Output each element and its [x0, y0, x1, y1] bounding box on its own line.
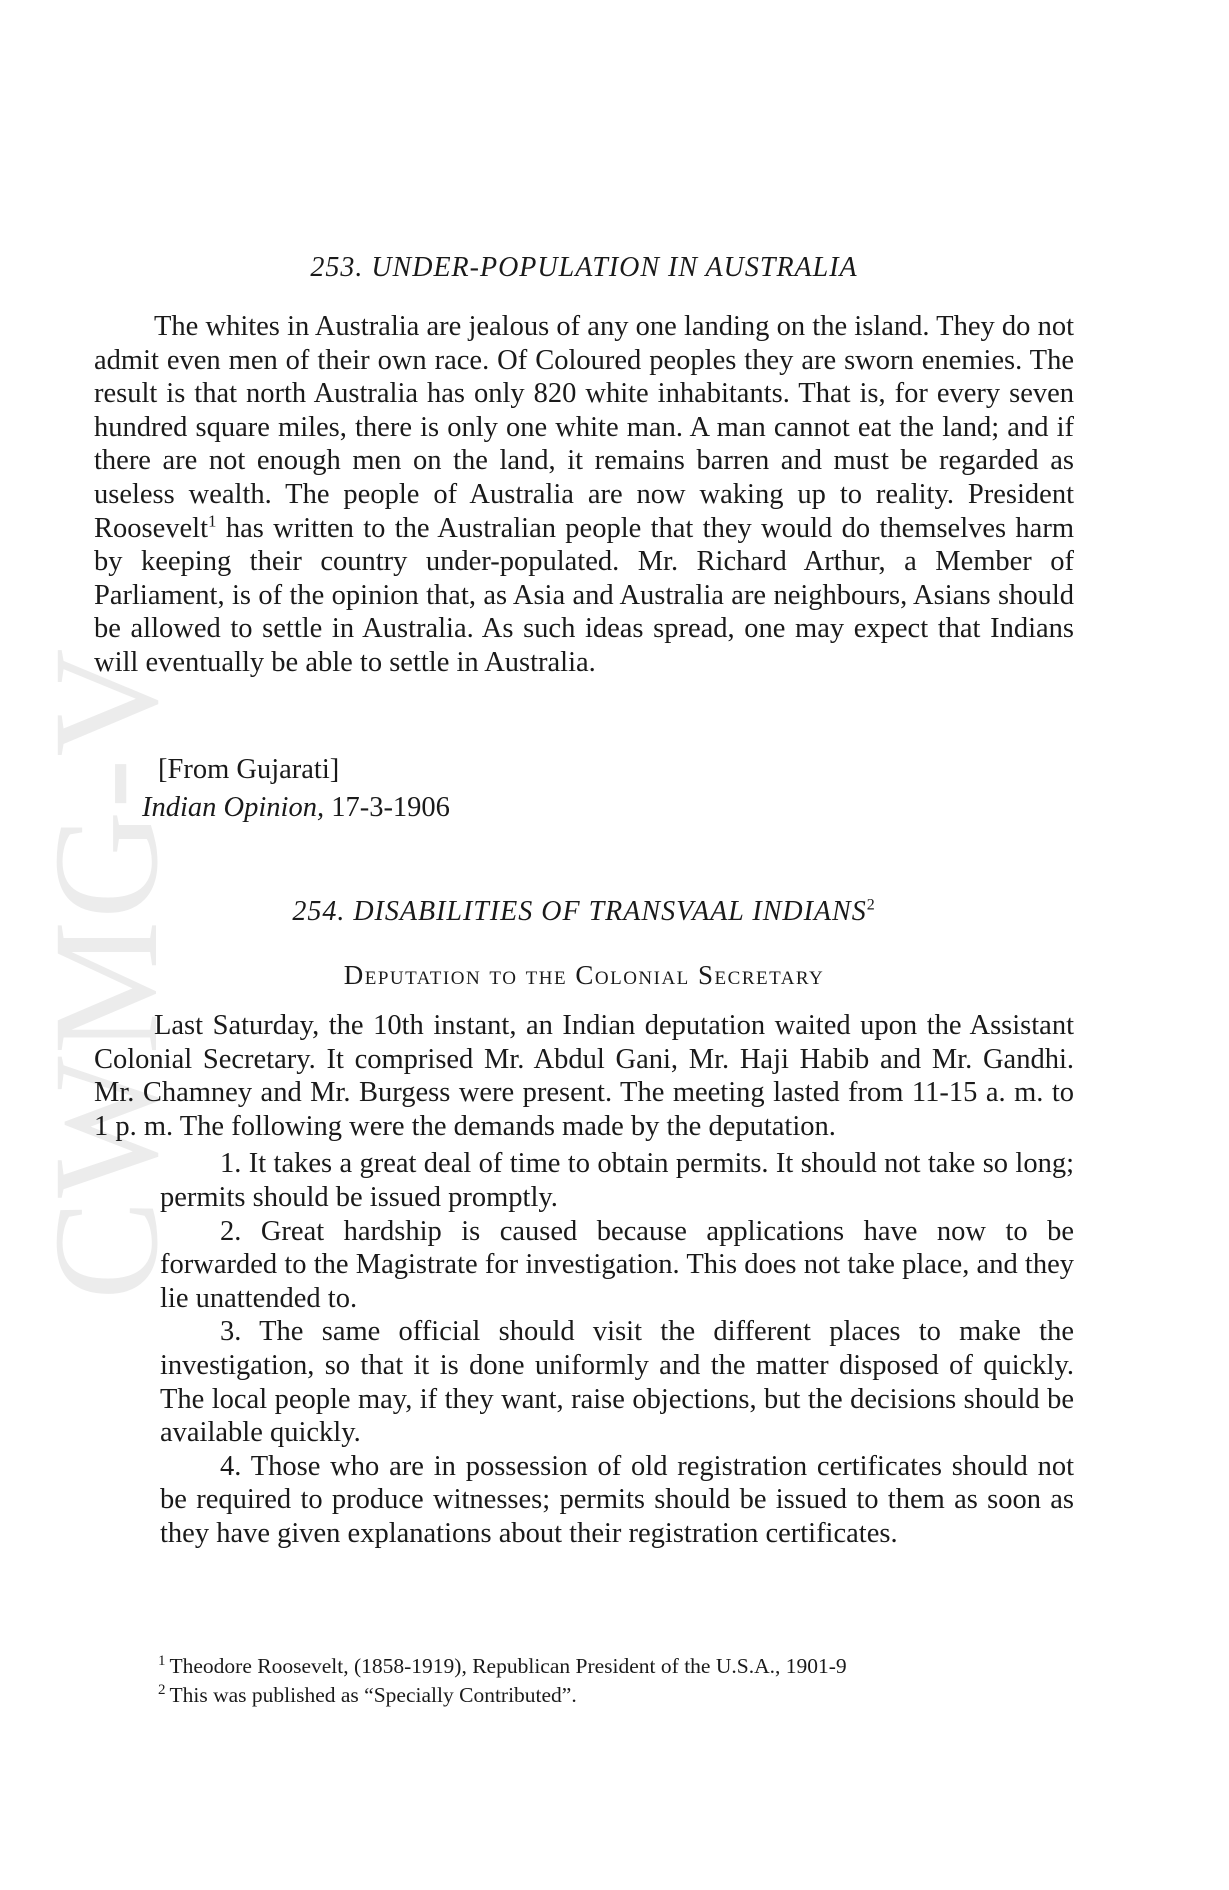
- demand-item-1: 1. It takes a great deal of time to obtain permits. It should not take so long; permits should be issued promptly.: [160, 1148, 1074, 1213]
- section-254-title: 254. DISABILITIES OF TRANSVAAL INDIANS: [292, 896, 867, 927]
- section-254-subheading: Deputation to the Colonial Secretary: [343, 960, 825, 990]
- watermark-text: CWMG-V: [23, 646, 189, 1300]
- paragraph-text-part2: has written to the Australian people that they would do themselves harm by keeping their country under-populated. Mr. Richard Arthur, a Member of Parliament, is of the opinion that, as Asia and Australia are neighbours, Asians should be allowed to settle in Australia. As such ideas spread, one may expect that Indians will eventually be able to settle in Australia.: [94, 512, 1074, 678]
- source-date: 17-3-1906: [331, 792, 450, 823]
- footnote-2-text: This was published as “Specially Contributed”.: [169, 1683, 577, 1707]
- section-253-body: [94, 310, 1074, 680]
- demand-item-2: 2. Great hardship is caused because applications have now to be forwarded to the Magistrate for investigation. This does not take place, and they lie unattended to.: [160, 1215, 1074, 1314]
- section-254-body: [94, 1009, 1074, 1551]
- source-journal: Indian Opinion,: [142, 792, 325, 823]
- section-253-heading: [94, 252, 1074, 284]
- footnote-1: [158, 1652, 1038, 1681]
- footnote-1-text: Theodore Roosevelt, (1858-1919), Republican President of the U.S.A., 1901-9: [169, 1654, 847, 1678]
- source-language: [From Gujarati]: [158, 754, 340, 785]
- footnote-2-number: 2: [158, 1681, 166, 1698]
- demand-item-3: 3. The same official should visit the different places to make the investigation, so that it is done uniformly and the matter disposed of quickly. The local people may, if they want, raise objections, but the decisions should be available quickly.: [160, 1316, 1074, 1449]
- section-253-title: 253. UNDER-POPULATION IN AUSTRALIA: [310, 252, 858, 283]
- footnote-2: [158, 1681, 1038, 1710]
- footnote-1-number: 1: [158, 1652, 166, 1669]
- demand-item-4: 4. Those who are in possession of old registration certificates should not be required to produce witnesses; permits should be issued to them as soon as they have given explanations about their registration certificates.: [160, 1450, 1074, 1549]
- source-citation: [142, 790, 450, 826]
- section-254-intro: Last Saturday, the 10th instant, an Indian deputation waited upon the Assistant Colonial Secretary. It comprised Mr. Abdul Gani, Mr. Haji Habib and Mr. Gandhi. Mr. Chamney and Mr. Burgess were present. The meeting lasted from 11-15 a. m. to 1 p. m. The following were the demands made by the deputation.: [94, 1010, 1074, 1142]
- paragraph-text-part1: The whites in Australia are jealous of any one landing on the island. They do not admit even men of their own race. Of Coloured peoples they are sworn enemies. The result is that north Australia has only 820 white inhabitants. That is, for every seven hundred square miles, there is only one white man. A man cannot eat the land; and if there are not enough men on the land, it remains barren and must be regarded as useless wealth. The people of Australia are now waking up to reality. President Roosevelt: [94, 311, 1074, 544]
- footnotes: [158, 1652, 1038, 1710]
- section-254-heading: [94, 896, 1074, 928]
- footnote-marker-2: 2: [866, 896, 876, 914]
- section-253-paragraph: [94, 310, 1074, 680]
- footnote-marker-1: 1: [208, 511, 217, 531]
